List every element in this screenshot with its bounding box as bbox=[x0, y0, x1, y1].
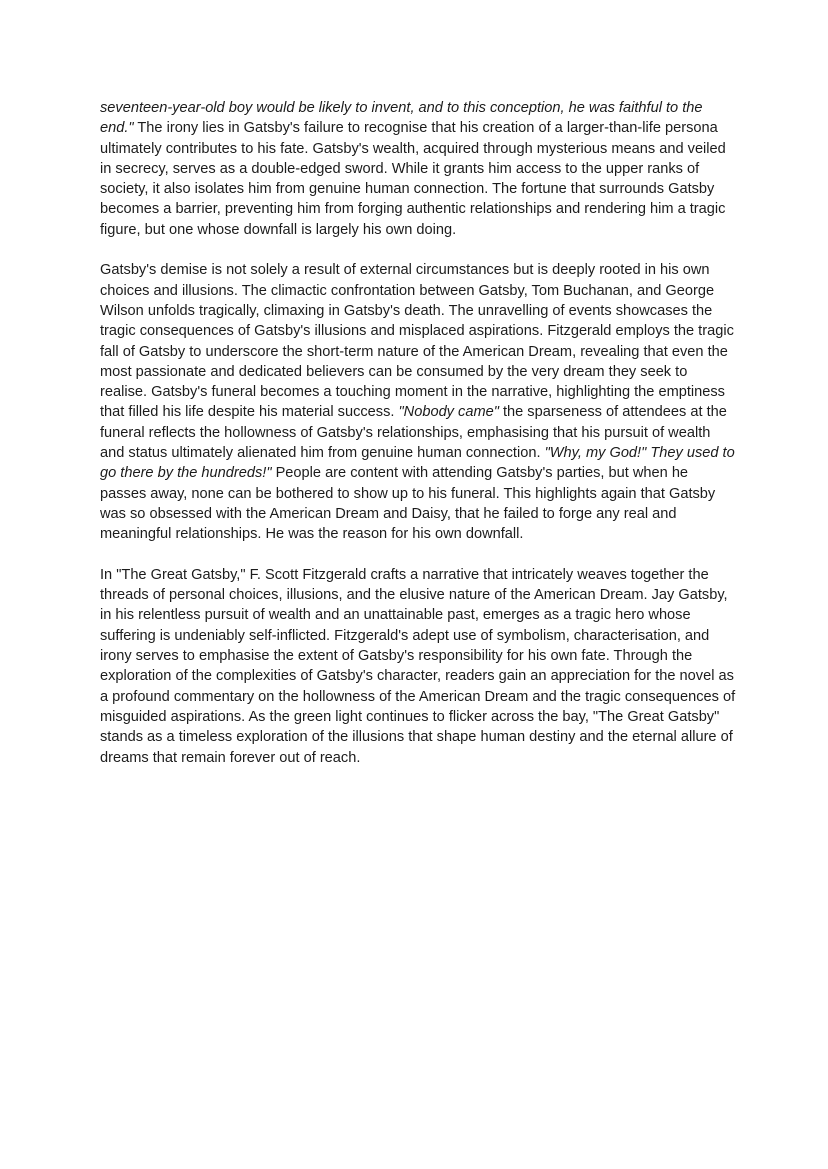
quote-nobody-came: "Nobody came" bbox=[398, 404, 499, 421]
paragraph-text: the sparseness of attendees at the funeral reflects the hollowness of Gatsby's relationships, emphasising that his pursuit of wealth and status ultimately alienated him from genuine human connection. bbox=[100, 404, 727, 462]
paragraph-text: People are content with attending Gatsby's parties, but when he passes away, none can be bothered to show up to his funeral. This highlights again that Gatsby was so obsessed with the American Dream and Daisy, that he failed to forge any real and meaningful relationships. He was the reason for his own downfall. bbox=[100, 465, 716, 543]
quote-why-my-god: "Why, my God!" They used to go there by the hundreds!" bbox=[100, 445, 735, 482]
paragraph-gatsby-demise bbox=[100, 260, 736, 544]
paragraph-text: In "The Great Gatsby," F. Scott Fitzgerald crafts a narrative that intricately weaves together the threads of personal choices, illusions, and the elusive nature of the American Dream. Jay Gatsby, in his relentless pursuit of wealth and an unattainable past, emerges as a tragic hero whose suffering is undeniably self-inflicted. Fitzgerald's adept use of symbolism, characterisation, and irony serves to emphasise the extent of Gatsby's responsibility for his own fate. Through the exploration of the complexities of Gatsby's character, readers gain an appreciation for the novel as a profound commentary on the hollowness of the American Dream and the tragic consequences of misguided aspirations. As the green light continues to flicker across the bay, "The Great Gatsby" stands as a timeless exploration of the illusions that shape human destiny and the eternal allure of dreams that remain forever out of reach. bbox=[100, 566, 736, 766]
quote-seventeen-year-old-boy: seventeen-year-old boy would be likely to invent, and to this conception, he was faithful to the end." bbox=[100, 100, 703, 137]
paragraph-conclusion bbox=[100, 565, 736, 768]
paragraph-text: Gatsby's demise is not solely a result of external circumstances but is deeply rooted in his own choices and illusions. The climactic confrontation between Gatsby, Tom Buchanan, and George Wilson unfolds tragically, climaxing in Gatsby's death. The unravelling of events showcases the tragic consequences of Gatsby's illusions and misplaced aspirations. Fitzgerald employs the tragic fall of Gatsby to underscore the short-term nature of the American Dream, revealing that even the most passionate and dedicated believers can be consumed by the very dream they seek to realise. Gatsby's funeral becomes a touching moment in the narrative, highlighting the emptiness that filled his life despite his material success. bbox=[100, 262, 734, 421]
paragraph-gatsby-persona bbox=[100, 98, 736, 240]
paragraph-text: The irony lies in Gatsby's failure to recognise that his creation of a larger-than-life persona ultimately contributes to his fate. Gatsby's wealth, acquired through mysterious means and veiled in secrecy, serves as a double-edged sword. While it grants him access to the upper ranks of society, it also isolates him from genuine human connection. The fortune that surrounds Gatsby becomes a barrier, preventing him from forging authentic relationships and rendering him a tragic figure, but one whose downfall is largely his own doing. bbox=[100, 120, 726, 238]
document-page bbox=[100, 98, 736, 768]
